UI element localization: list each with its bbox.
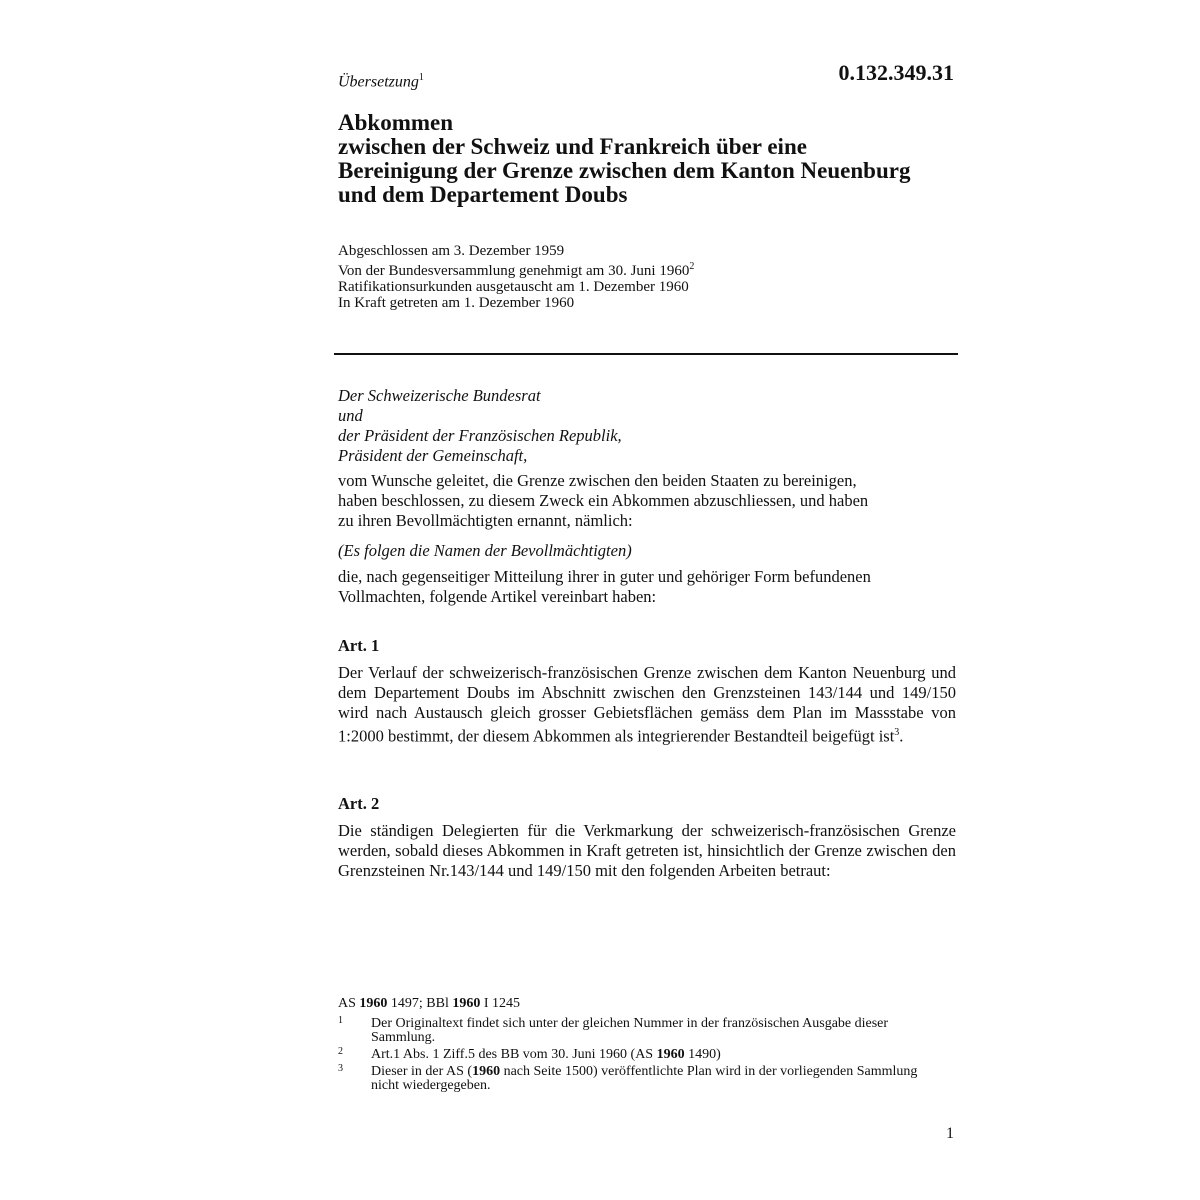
preamble-closing	[338, 567, 956, 607]
treaty-metadata	[338, 243, 694, 311]
title-line: Abkommen	[338, 110, 454, 135]
page-number: 1	[946, 1125, 954, 1142]
title-line: und dem Departement Doubs	[338, 182, 628, 207]
article-2-text: Die ständigen Delegierten für die Verkmarkung der schweizerisch-französischen Grenze werden, sobald dieses Abkommen in Kraft getreten ist, hinsichtlich der Grenze zwischen den Grenzsteinen Nr.143/144 und 149/150 mit den folgenden Arbeiten betraut:	[338, 821, 956, 880]
article-2-title: Art. 2	[338, 794, 380, 813]
footnote-text: Art.1 Abs. 1 Ziff.5 des BB vom 30. Juni 1960 (AS 1960 1490)	[371, 1047, 721, 1062]
footnote-text: Dieser in der AS (1960 nach Seite 1500) veröffentlichte Plan wird in der vorliegenden Sammlung nicht wiedergegeben.	[371, 1064, 918, 1093]
official-collection-reference: AS 1960 1497; BBl 1960 I 1245	[338, 996, 521, 1011]
sr-number: 0.132.349.31	[838, 60, 954, 85]
ratified-date: Ratifikationsurkunden ausgetauscht am 1. Dezember 1960	[338, 279, 689, 295]
footnote-mark-1: 1	[418, 72, 424, 83]
title-line: zwischen der Schweiz und Frankreich über eine	[338, 134, 807, 159]
footnote-mark-2: 2	[689, 261, 695, 272]
article-1-text: Der Verlauf der schweizerisch-französischen Grenze zwischen dem Kanton Neuenburg und dem Departement Doubs im Abschnitt zwischen den Grenzsteinen 143/144 und 149/150 wird nach Austausch gleich grosser Gebietsflächen gemäss dem Plan im Massstabe von 1:2000 bestimmt, der diesem Abkommen als integrierender Bestandteil beigefügt ist$^3$.	[338, 663, 956, 746]
contracting-parties	[338, 386, 956, 466]
footnote-number: 1	[338, 1015, 343, 1026]
approved-date: Von der Bundesversammlung genehmigt am 30. Juni 1960$^2$	[338, 261, 695, 279]
preamble-intro	[338, 471, 956, 531]
footnote-3	[338, 1065, 938, 1093]
party-line: der Präsident der Französischen Republik,	[338, 426, 622, 445]
preamble-line: haben beschlossen, zu diesem Zweck ein Abkommen abzuschliessen, und haben	[338, 491, 869, 510]
preamble-line: die, nach gegenseitiger Mitteilung ihrer in guter und gehöriger Form befundenen	[338, 567, 871, 586]
party-line: und	[338, 406, 363, 425]
title-line: Bereinigung der Grenze zwischen dem Kanton Neuenburg	[338, 158, 911, 183]
footnote-number: 3	[338, 1063, 343, 1074]
party-line: Der Schweizerische Bundesrat	[338, 386, 541, 405]
document-title	[338, 111, 978, 207]
article-1-title: Art. 1	[338, 636, 380, 655]
party-line: Präsident der Gemeinschaft,	[338, 446, 528, 465]
preamble-line: vom Wunsche geleitet, die Grenze zwischen den beiden Staaten zu bereinigen,	[338, 471, 857, 490]
concluded-date: Abgeschlossen am 3. Dezember 1959	[338, 243, 565, 259]
footnote-text: Der Originaltext findet sich unter der gleichen Nummer in der französischen Ausgabe dieser Sammlung.	[371, 1016, 889, 1045]
footnote-number: 2	[338, 1046, 343, 1057]
footnote-mark-3: 3	[894, 727, 900, 738]
footnote-1	[338, 1017, 938, 1045]
header-divider	[334, 353, 958, 355]
in-force-date: In Kraft getreten am 1. Dezember 1960	[338, 295, 575, 311]
preamble-line: Vollmachten, folgende Artikel vereinbart haben:	[338, 587, 657, 606]
plenipotentiaries-note: (Es folgen die Namen der Bevollmächtigten)	[338, 541, 632, 560]
footnote-2	[338, 1048, 938, 1062]
preamble-line: zu ihren Bevollmächtigten ernannt, nämlich:	[338, 511, 633, 530]
translation-label: Übersetzung$^1$	[338, 72, 424, 91]
